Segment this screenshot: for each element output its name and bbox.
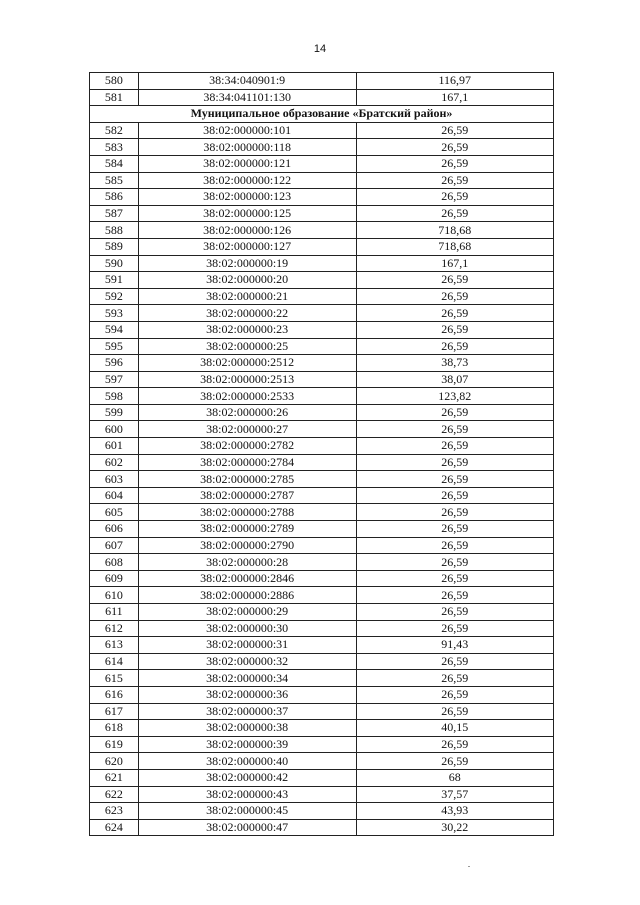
row-number: 614 (90, 653, 139, 670)
row-number: 597 (90, 371, 139, 388)
table-row (90, 620, 554, 637)
table-row (90, 172, 554, 189)
row-number: 612 (90, 620, 139, 637)
cadastral-number: 38:02:000000:21 (138, 288, 356, 305)
row-number: 613 (90, 637, 139, 654)
cadastral-number: 38:02:000000:38 (138, 720, 356, 737)
cadastral-number: 38:02:000000:37 (138, 703, 356, 720)
row-value: 26,59 (356, 587, 553, 604)
cadastral-number: 38:02:000000:2788 (138, 504, 356, 521)
table-row (90, 122, 554, 139)
row-number: 599 (90, 404, 139, 421)
row-value: 26,59 (356, 736, 553, 753)
row-number: 590 (90, 255, 139, 272)
row-value: 26,59 (356, 454, 553, 471)
row-value: 26,59 (356, 139, 553, 156)
cadastral-number: 38:02:000000:126 (138, 222, 356, 239)
cadastral-number: 38:02:000000:2513 (138, 371, 356, 388)
row-number: 582 (90, 122, 139, 139)
row-value: 43,93 (356, 803, 553, 820)
row-number: 605 (90, 504, 139, 521)
row-value: 26,59 (356, 554, 553, 571)
row-value: 26,59 (356, 404, 553, 421)
table-row (90, 753, 554, 770)
cadastral-number: 38:02:000000:20 (138, 272, 356, 289)
cadastral-table (89, 72, 554, 836)
row-number: 592 (90, 288, 139, 305)
table-row (90, 355, 554, 372)
cadastral-number: 38:02:000000:2846 (138, 570, 356, 587)
row-number: 589 (90, 238, 139, 255)
cadastral-number: 38:02:000000:36 (138, 686, 356, 703)
row-number: 584 (90, 155, 139, 172)
cadastral-number: 38:02:000000:22 (138, 305, 356, 322)
table-row (90, 604, 554, 621)
table-row (90, 255, 554, 272)
row-value: 718,68 (356, 238, 553, 255)
row-number: 602 (90, 454, 139, 471)
table-row (90, 686, 554, 703)
table-row (90, 205, 554, 222)
row-number: 611 (90, 604, 139, 621)
table-row (90, 670, 554, 687)
row-value: 26,59 (356, 305, 553, 322)
table-row (90, 537, 554, 554)
row-value: 26,59 (356, 620, 553, 637)
table-row (90, 554, 554, 571)
cadastral-number: 38:02:000000:31 (138, 637, 356, 654)
table-row (90, 222, 554, 239)
table-row (90, 819, 554, 836)
row-value: 30,22 (356, 819, 553, 836)
table-row (90, 487, 554, 504)
table-row (90, 570, 554, 587)
row-number: 595 (90, 338, 139, 355)
table-row (90, 321, 554, 338)
scan-artifact-dot (468, 866, 470, 867)
cadastral-number: 38:02:000000:45 (138, 803, 356, 820)
cadastral-number: 38:02:000000:125 (138, 205, 356, 222)
row-number: 607 (90, 537, 139, 554)
row-value: 26,59 (356, 189, 553, 206)
table-row (90, 786, 554, 803)
row-value: 26,59 (356, 155, 553, 172)
cadastral-number: 38:02:000000:2512 (138, 355, 356, 372)
row-number: 596 (90, 355, 139, 372)
row-number: 594 (90, 321, 139, 338)
table-row (90, 587, 554, 604)
cadastral-number: 38:02:000000:23 (138, 321, 356, 338)
row-number: 617 (90, 703, 139, 720)
row-value: 26,59 (356, 753, 553, 770)
cadastral-number: 38:02:000000:2790 (138, 537, 356, 554)
cadastral-number: 38:02:000000:26 (138, 404, 356, 421)
row-value: 26,59 (356, 521, 553, 538)
cadastral-number: 38:02:000000:29 (138, 604, 356, 621)
table-row (90, 653, 554, 670)
row-number: 621 (90, 769, 139, 786)
row-value: 26,59 (356, 504, 553, 521)
table-row (90, 388, 554, 405)
row-number: 593 (90, 305, 139, 322)
table-row (90, 454, 554, 471)
page-number: 14 (313, 43, 327, 55)
cadastral-number: 38:02:000000:2785 (138, 471, 356, 488)
cadastral-number: 38:02:000000:101 (138, 122, 356, 139)
table-row (90, 504, 554, 521)
row-value: 116,97 (356, 73, 553, 90)
row-value: 26,59 (356, 686, 553, 703)
row-value: 26,59 (356, 205, 553, 222)
row-value: 718,68 (356, 222, 553, 239)
cadastral-number: 38:02:000000:2782 (138, 438, 356, 455)
row-number: 580 (90, 73, 139, 90)
cadastral-number: 38:02:000000:28 (138, 554, 356, 571)
cadastral-number: 38:02:000000:19 (138, 255, 356, 272)
table-row (90, 338, 554, 355)
table-row (90, 371, 554, 388)
row-value: 26,59 (356, 653, 553, 670)
row-number: 591 (90, 272, 139, 289)
row-value: 26,59 (356, 604, 553, 621)
cadastral-number: 38:02:000000:121 (138, 155, 356, 172)
row-number: 619 (90, 736, 139, 753)
row-value: 26,59 (356, 338, 553, 355)
cadastral-number: 38:02:000000:2787 (138, 487, 356, 504)
cadastral-number: 38:02:000000:25 (138, 338, 356, 355)
cadastral-number: 38:02:000000:127 (138, 238, 356, 255)
table-row (90, 521, 554, 538)
cadastral-number: 38:02:000000:39 (138, 736, 356, 753)
row-number: 603 (90, 471, 139, 488)
table-row (90, 736, 554, 753)
row-number: 586 (90, 189, 139, 206)
cadastral-number: 38:02:000000:2784 (138, 454, 356, 471)
cadastral-number: 38:02:000000:122 (138, 172, 356, 189)
row-value: 26,59 (356, 670, 553, 687)
row-number: 620 (90, 753, 139, 770)
row-value: 68 (356, 769, 553, 786)
row-value: 26,59 (356, 272, 553, 289)
table-row (90, 238, 554, 255)
cadastral-number: 38:02:000000:42 (138, 769, 356, 786)
cadastral-number: 38:02:000000:2789 (138, 521, 356, 538)
table-row (90, 155, 554, 172)
cadastral-number: 38:02:000000:27 (138, 421, 356, 438)
row-value: 167,1 (356, 89, 553, 106)
row-number: 610 (90, 587, 139, 604)
table-row (90, 803, 554, 820)
row-number: 624 (90, 819, 139, 836)
row-number: 622 (90, 786, 139, 803)
row-number: 583 (90, 139, 139, 156)
row-number: 623 (90, 803, 139, 820)
section-row (90, 106, 554, 123)
section-title: Муниципальное образование «Братский район» (90, 106, 554, 123)
row-value: 26,59 (356, 172, 553, 189)
table-row (90, 404, 554, 421)
row-number: 615 (90, 670, 139, 687)
row-number: 601 (90, 438, 139, 455)
table-row (90, 703, 554, 720)
cadastral-number: 38:02:000000:32 (138, 653, 356, 670)
row-value: 26,59 (356, 122, 553, 139)
cadastral-number: 38:02:000000:2886 (138, 587, 356, 604)
cadastral-number: 38:02:000000:34 (138, 670, 356, 687)
row-number: 604 (90, 487, 139, 504)
row-value: 26,59 (356, 421, 553, 438)
row-number: 585 (90, 172, 139, 189)
row-value: 123,82 (356, 388, 553, 405)
row-number: 587 (90, 205, 139, 222)
row-number: 606 (90, 521, 139, 538)
row-value: 38,73 (356, 355, 553, 372)
row-number: 581 (90, 89, 139, 106)
row-value: 167,1 (356, 255, 553, 272)
table-row (90, 288, 554, 305)
cadastral-number: 38:02:000000:123 (138, 189, 356, 206)
row-value: 26,59 (356, 288, 553, 305)
table-row (90, 89, 554, 106)
row-number: 600 (90, 421, 139, 438)
row-number: 608 (90, 554, 139, 571)
table-row (90, 769, 554, 786)
cadastral-number: 38:02:000000:40 (138, 753, 356, 770)
table-row (90, 637, 554, 654)
row-number: 588 (90, 222, 139, 239)
table-row (90, 720, 554, 737)
table-row (90, 139, 554, 156)
table-row (90, 471, 554, 488)
row-value: 26,59 (356, 537, 553, 554)
row-value: 26,59 (356, 471, 553, 488)
row-value: 26,59 (356, 438, 553, 455)
cadastral-number: 38:02:000000:2533 (138, 388, 356, 405)
row-value: 91,43 (356, 637, 553, 654)
row-value: 37,57 (356, 786, 553, 803)
cadastral-number: 38:02:000000:47 (138, 819, 356, 836)
table-row (90, 272, 554, 289)
row-value: 40,15 (356, 720, 553, 737)
row-value: 26,59 (356, 487, 553, 504)
table-row (90, 305, 554, 322)
cadastral-number: 38:02:000000:43 (138, 786, 356, 803)
row-value: 26,59 (356, 703, 553, 720)
row-number: 609 (90, 570, 139, 587)
cadastral-number: 38:02:000000:118 (138, 139, 356, 156)
row-number: 616 (90, 686, 139, 703)
row-value: 38,07 (356, 371, 553, 388)
table-body (90, 73, 554, 836)
table-row (90, 189, 554, 206)
row-value: 26,59 (356, 570, 553, 587)
row-number: 618 (90, 720, 139, 737)
row-value: 26,59 (356, 321, 553, 338)
row-number: 598 (90, 388, 139, 405)
table-row (90, 438, 554, 455)
cadastral-number: 38:34:040901:9 (138, 73, 356, 90)
table-row (90, 421, 554, 438)
table-row (90, 73, 554, 90)
cadastral-number: 38:02:000000:30 (138, 620, 356, 637)
cadastral-number: 38:34:041101:130 (138, 89, 356, 106)
